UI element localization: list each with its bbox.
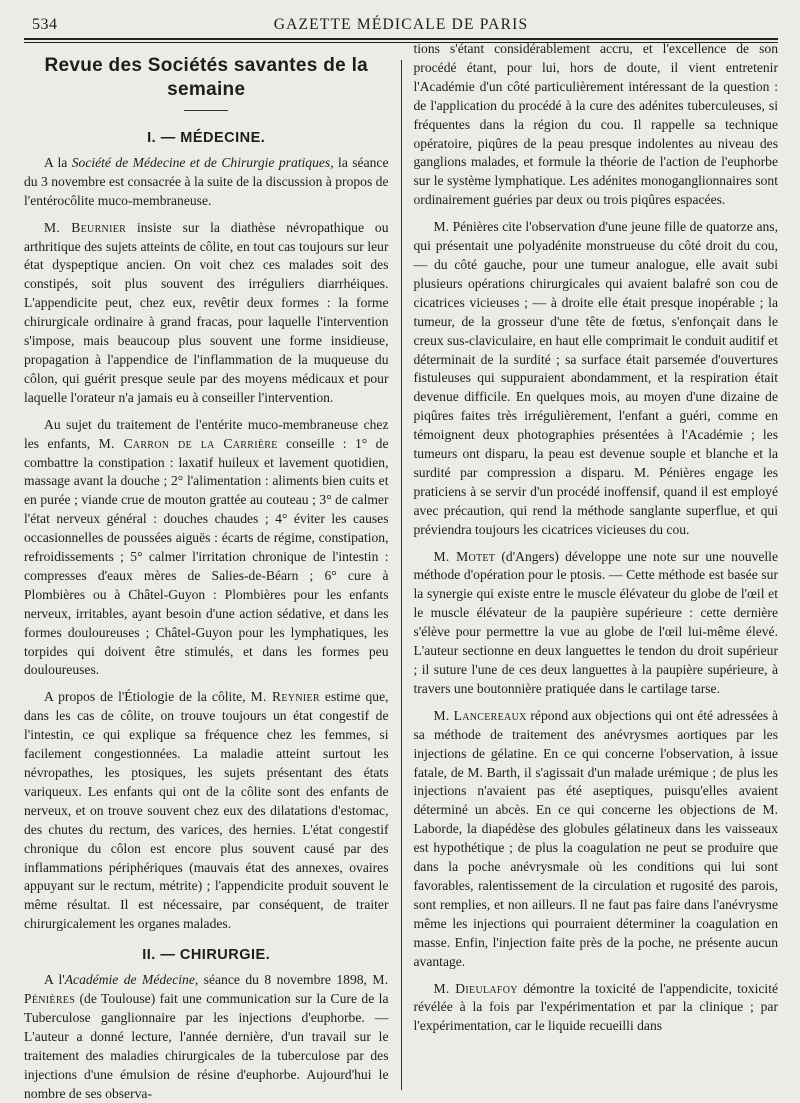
surgery-paragraph-5 [414,980,779,1037]
academy-name: Académie de Médecine, [64,972,199,988]
speaker-name: M. Reynier [250,689,320,705]
text-run: conseille : 1° de combattre la constipation : laxatif huileux et lavement quotidien, massage avant la douche ; 2° l'alimentation : aliments bien cuits et en purée ; viande crue de mouton grattée au couteau ; 3° de calmer l'état nerveux général : douches chaudes ; 4° éviter les causes occasionnelles de poussées aiguës : écarts de régime, constipation, refroidissements ; 5° calmer l'irritation chronique de l'intestin : compresses d'eaux mères de Salies-de-Béarn ; 6° cure à Plombières ou à Châtel-Guyon : Plombières pour les enfants nerveux, irritables, ayant besoin d'une action sédative, et dans les formes douloureuses ; Châtel-Guyon pour les lymphatiques, les torpides qui doivent être stimulés, et dans les formes peu douloureuses. [24,435,389,678]
section-title: Revue des Sociétés savantes de la semaine [44,55,369,100]
text-run: estime que, dans les cas de côlite, on trouve toujours un état congestif de l'intestin, ce qui explique sa fréquence chez les femmes, si facilement congestionnées. La maladie atteint surtout les névropathes, les ptosiques, les sujets présentant des états variqueux. Les enfants qui ont de la côlite sont des enfants de nerveux, et on trouve souvent chez eux des dilatations d'estomac, des chutes du rectum, des varices, des hernies. L'état congestif chronique du côlon est encore plus souvent causé par des inflammations périphériques (mauvais état des annexes, ovaires appuyant sur le rectum, métrite) ; l'appendicite produit souvent le même résultat. Il est nécessaire, par conséquent, de traiter chirurgicalement les organes malades. [24,689,389,932]
medicine-paragraph-3 [24,416,389,681]
medicine-paragraph-2 [24,219,389,408]
speaker-name: M. Carron de la Carrière [98,435,278,451]
running-head [24,12,778,40]
text-run: la séance du 3 novembre est consacrée à la suite de la discussion à propos de l'entérocôlite muco-membraneuse. [24,154,389,208]
surgery-paragraph-2: M. Pénières cite l'observation d'une jeune fille de quatorze ans, qui présentait une polyadénite monstrueuse du côté droit du cou, — du côté gauche, pour une tumeur analogue, elle avait subi plusieurs opérations chirurgicales qui avaient balafré son cou de cicatrices vicieuses ; — à droite elle était presque inopérable ; la tumeur, de la grosseur d'une tête de fœtus, s'enfonçait dans le creux sus-claviculaire, en haut elle comprimait le conduit auditif et déterminait de la surdité ; sa surface était parsemée d'ouvertures fistuleuses qui suppuraient abondamment, et la respiration était devenue difficile. En quelques mois, au moyen d'une dizaine de piqûres faites très irrégulièrement, l'enfant a guéri, comme en témoignent deux photographies présentées à l'Académie ; les tumeurs ont disparu, la peau est devenue souple et blanche et la surdité par compression a disparu. M. Pénières engage les praticiens à se servir d'un procédé inoffensif, quand il est employé avec précaution, qui rend la méthode sanglante superflue, et qui préviendra toujours les cicatrices vicieuses du cou. [413,219,778,537]
society-name: Société de Médecine et de Chirurgie pratiques, [71,154,334,170]
surgery-paragraph-1-continued: tions s'étant considérablement accru, et l'excellence de son procédé étant, pour lui, hors de doute, il vient entretenir l'Académie d'un côté particulièrement intéressant de la question : de l'application du procédé à la cure des adénites tuberculeuses, si fréquentes dans la région du cou. Il rappelle sa technique opératoire, piqûres de la peau presque indolentes au niveau des ganglions malades, et formule la théorie de l'action de l'euphorbe sur le système lymphatique. Les adénites monoganglionnaires sont ordinairement guéries par deux ou trois piqûres espacées. [413,41,778,208]
medicine-heading: I. — MÉDECINE. [147,130,266,146]
surgery-heading: II. — CHIRURGIE. [142,947,271,964]
medicine-paragraph-1 [24,154,389,211]
speaker-name: M. Beurnier [44,219,127,235]
text-run: (de Toulouse) fait une communication sur la Cure de la Tuberculose ganglionnaire par les injections d'euphorbe. — L'auteur a donné lecture, l'année dernière, d'un travail sur le traitement des maladies chirurgicales de la tuberculose par des injections d'une émulsion de résine d'euphorbe. Aujourd'hui le nombre de ses observa- [24,990,389,1101]
text-run: insiste sur la diathèse névropathique ou arthritique des sujets atteints de côlite, en tout cas toujours sur leur état dyspeptique ancien. On voit chez ces malades soit des constipés, soit plus souvent des irréguliers diarrhéiques. L'appendicite peut, chez eux, revêtir deux formes : la forme chirurgicale ordinaire à grand fracas, pour laquelle l'intervention s'impose, mais beaucoup plus souvent une forme insidieuse, propagation à l'appendice de l'inflammation de la muqueuse du côlon, qui guérit presque seule par des moyens médicaux et pour laquelle l'orateur n'a jamais eu à conseiller l'intervention. [24,219,389,405]
journal-title: GAZETTE MÉDICALE DE PARIS [273,16,529,33]
speaker-name: M. Lancereaux [433,707,527,723]
surgery-paragraph-4 [414,707,779,972]
text-run: séance du 8 novembre 1898, [198,972,373,988]
surgery-paragraph-1 [24,971,389,1103]
text-run: A l' [44,972,65,988]
surgery-paragraph-3 [414,548,779,699]
text-run: A la [44,154,72,170]
text-run: Au sujet du traitement de l'entérite muco-membraneuse chez les enfants, [24,416,389,451]
medicine-paragraph-4 [24,688,389,934]
article-columns [24,41,779,1103]
speaker-name: M. Pénières [24,972,389,1006]
speaker-name: M. Dieulafoy [433,980,518,996]
speaker-name: M. Motet [433,548,496,564]
text-run: démontre la toxicité de l'appendicite, toxicité révélée à la fois par l'expérimentation et par la clinique ; par l'expérimentation, car le liquide recueilli dans [413,980,779,1034]
text-run: (d'Angers) développe une note sur une nouvelle méthode d'opération pour le ptosis. — Cette méthode est basée sur la synergie qui existe entre le muscle élévateur du globe de l'œil et le muscle élévateur de la paupière supérieure : cette dernière s'élève pour permettre la vue au globe de l'œil lui-même élevé. L'auteur sectionne en deux languettes le tendon du droit supérieur ; il suture l'une de ces deux languettes à la paupière supérieure, à travers une boutonnière pratiquée dans le cartilage tarse. [413,548,778,696]
page-number: 534 [32,16,58,33]
left-column [24,54,401,1103]
title-rule [184,110,228,111]
text-run: répond aux objections qui ont été adressées à sa méthode de traitement des anévrysmes aortiques par les injections de gélatine. En ce qui concerne l'observation, à issue fatale, de M. Barth, il s'agissait d'un malade urémique ; de plus les injections n'avaient pas été aseptiques, puisqu'elles avaient déterminé un abcès. En ce qui concerne les objections de M. Laborde, la diapédèse des globules gélatineux dans les vaisseaux est hypothétique ; de plus la coagulation ne peut se produire que dans la poche anévrysmale où les conditions qui lui sont favorables, ralentissement de la circulation et rugosité des parois, sont remplies, et non ailleurs. Il ne faut pas faire dans l'anévrysme même les injections qui pourraient déterminer la coagulation en masse. Enfin, l'injection faite près de la poche, ne présente aucun avantage. [413,707,778,969]
right-column [402,40,779,1103]
text-run: A propos de l'Étiologie de la côlite, [44,689,251,705]
